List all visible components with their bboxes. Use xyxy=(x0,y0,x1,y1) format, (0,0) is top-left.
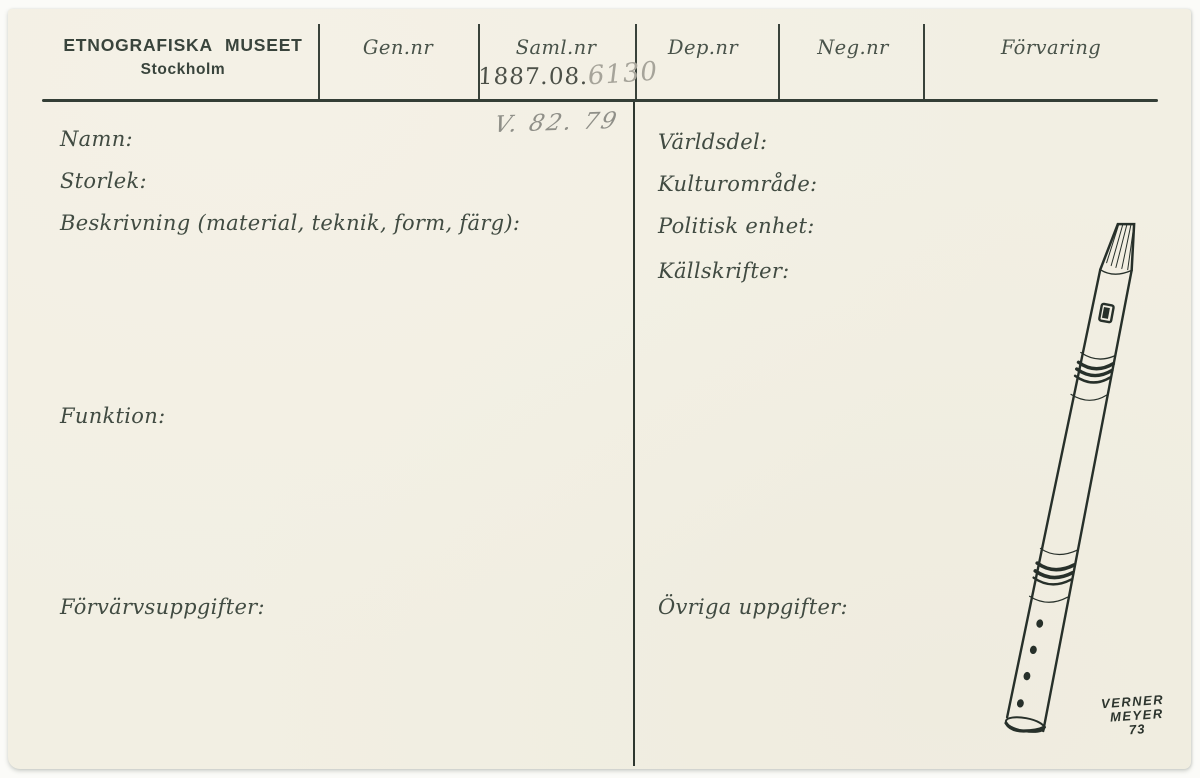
header-column-dep-nr: Dep.nr xyxy=(667,36,739,59)
header-column-neg-nr: Neg.nr xyxy=(817,36,889,59)
field-label-varldsdel: Världsdel: xyxy=(658,130,768,154)
museum-identity xyxy=(48,35,318,79)
header-column-forvaring: Förvaring xyxy=(1000,36,1102,59)
field-label-kulturomrade: Kulturområde: xyxy=(658,172,818,196)
field-label-ovriga-uppgifter: Övriga uppgifter: xyxy=(658,595,848,619)
saml-nr-handwritten xyxy=(477,56,660,92)
header-column-saml-nr: Saml.nr xyxy=(515,36,597,59)
signature-line-1: VERNER xyxy=(1100,691,1165,712)
catalog-card xyxy=(8,9,1191,769)
museum-name: ETNOGRAFISKA MUSEET xyxy=(63,35,303,55)
header-divider xyxy=(778,24,780,100)
artist-signature xyxy=(1101,693,1167,739)
field-label-funktion: Funktion: xyxy=(60,404,166,428)
header-divider xyxy=(318,24,320,100)
field-label-beskrivning: Beskrivning (material, teknik, form, färg): xyxy=(60,211,521,235)
saml-nr-ink-part: 1887.08. xyxy=(477,64,590,90)
header-column-gen-nr: Gen.nr xyxy=(362,36,434,59)
signature-line-2: MEYER xyxy=(1109,705,1165,725)
field-label-storlek: Storlek: xyxy=(60,169,147,193)
field-label-namn: Namn: xyxy=(60,127,133,151)
museum-city: Stockholm xyxy=(140,61,226,78)
field-label-politisk-enhet: Politisk enhet: xyxy=(658,214,815,238)
inventory-number-handwritten: V. 82. 79 xyxy=(491,107,622,139)
field-label-forvarvsuppgifter: Förvärvsuppgifter: xyxy=(60,595,265,619)
header-divider xyxy=(923,24,925,100)
flute-illustration-icon xyxy=(993,207,1200,767)
signature-year: 73 xyxy=(1128,721,1146,738)
header-rule xyxy=(42,99,1158,102)
center-column-divider xyxy=(633,102,635,766)
field-label-kallskrifter: Källskrifter: xyxy=(658,259,790,283)
saml-nr-pencil-part: 6130 xyxy=(587,56,660,92)
